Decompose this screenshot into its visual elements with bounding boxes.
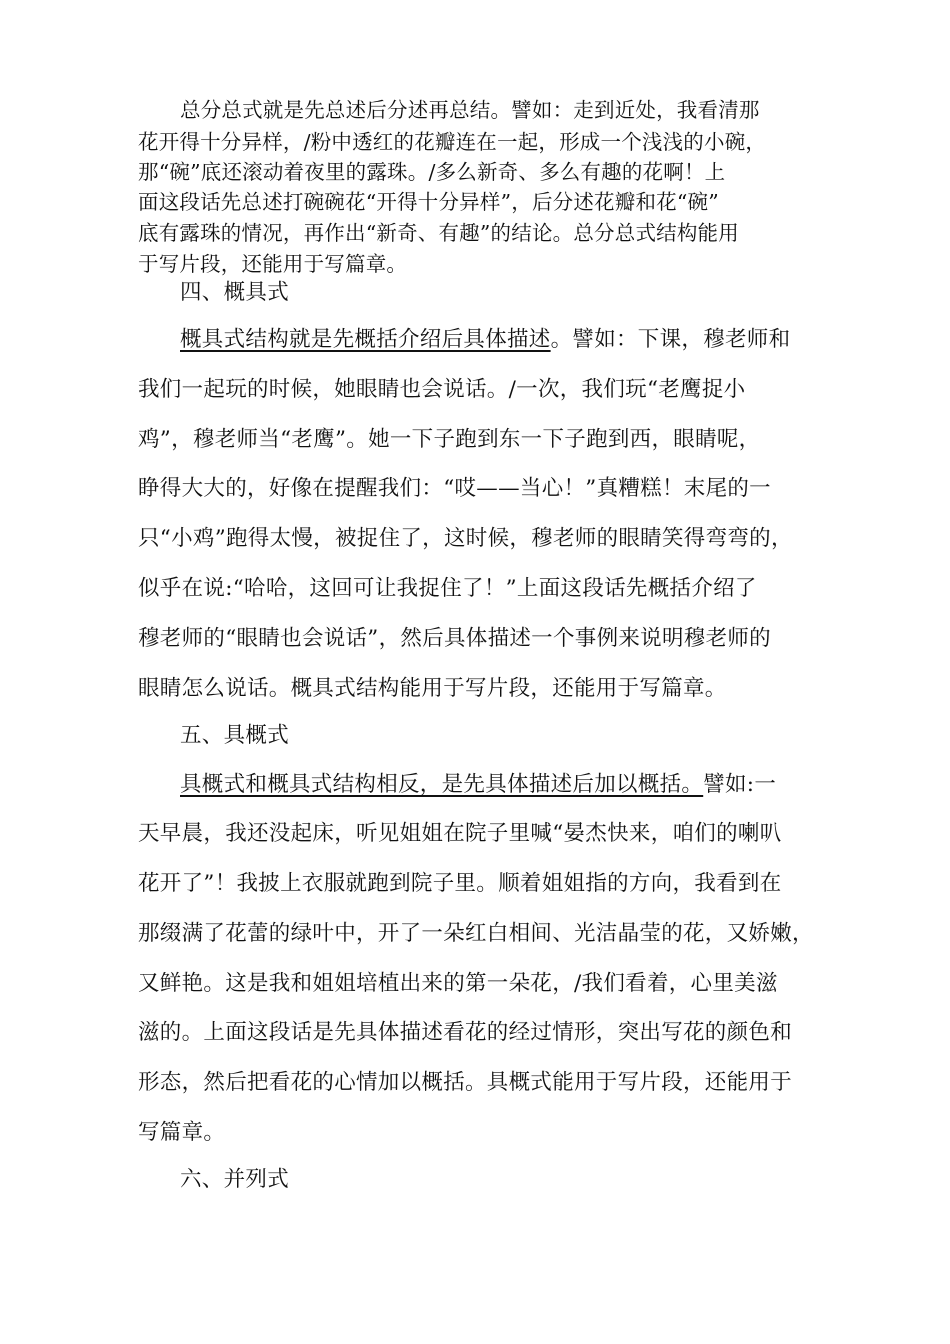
text-line (180, 328, 790, 352)
text-line (180, 773, 776, 797)
text-span: 譬如:一 (703, 772, 777, 797)
text-line: 形态，然后把看花的心情加以概括。具概式能用于写片段，还能用于 (138, 1070, 793, 1095)
text-line: 天早晨，我还没起床，听见姐姐在院子里喊“晏杰快来，咱们的喇叭 (138, 821, 782, 846)
text-line: 鸡”，穆老师当“老鹰”。她一下子跑到东一下子跑到西，眼睛呢， (138, 427, 761, 452)
text-line: 似乎在说:“哈哈，这回可让我捉住了！”上面这段话先概括介绍了 (138, 576, 757, 601)
text-line: 写篇章。 (138, 1120, 226, 1145)
text-span: 。譬如：下课，穆老师和 (550, 327, 791, 352)
text-line: 那“碗”底还滚动着夜里的露珠。/多么新奇、多么有趣的花啊！上 (138, 160, 726, 184)
text-line: 于写片段，还能用于写篇章。 (138, 252, 408, 276)
text-line: 面这段话先总述打碗碗花“开得十分异样”，后分述花瓣和花“碗” (138, 190, 719, 214)
underlined-definition: 具概式和概具式结构相反，是先具体描述后加以概括。 (180, 772, 704, 797)
text-line: 睁得大大的，好像在提醒我们：“哎——当心！”真糟糕！末尾的一 (138, 476, 771, 501)
section-heading: 五、具概式 (180, 723, 290, 748)
text-line: 又鲜艳。这是我和姐姐培植出来的第一朵花，/我们看着，心里美滋 (138, 971, 778, 996)
section-heading: 四、概具式 (180, 280, 290, 305)
text-line: 眼睛怎么说话。概具式结构能用于写片段，还能用于写篇章。 (138, 676, 727, 701)
text-line: 滋的。上面这段话是先具体描述看花的经过情形，突出写花的颜色和 (138, 1020, 793, 1045)
text-line: 穆老师的“眼睛也会说话”，然后具体描述一个事例来说明穆老师的 (138, 626, 771, 651)
text-line: 花开了”！我披上衣服就跑到院子里。顺着姐姐指的方向，我看到在 (138, 871, 782, 896)
text-line: 只“小鸡”跑得太慢，被捉住了，这时候，穆老师的眼睛笑得弯弯的， (138, 526, 793, 551)
text-line: 那缀满了花蕾的绿叶中，开了一朵红白相间、光洁晶莹的花，又娇嫩， (138, 921, 814, 946)
section-heading: 六、并列式 (180, 1167, 290, 1192)
underlined-definition: 概具式结构就是先概括介绍后具体描述 (180, 327, 551, 352)
text-line: 我们一起玩的时候，她眼睛也会说话。/一次，我们玩“老鹰捉小 (138, 377, 746, 402)
text-line: 总分总式就是先总述后分述再总结。譬如：走到近处，我看清那 (180, 98, 760, 122)
text-line: 底有露珠的情况，再作出“新奇、有趣”的结论。总分总式结构能用 (138, 221, 739, 245)
text-line: 花开得十分异样，/粉中透红的花瓣连在一起，形成一个浅浅的小碗， (138, 130, 767, 154)
